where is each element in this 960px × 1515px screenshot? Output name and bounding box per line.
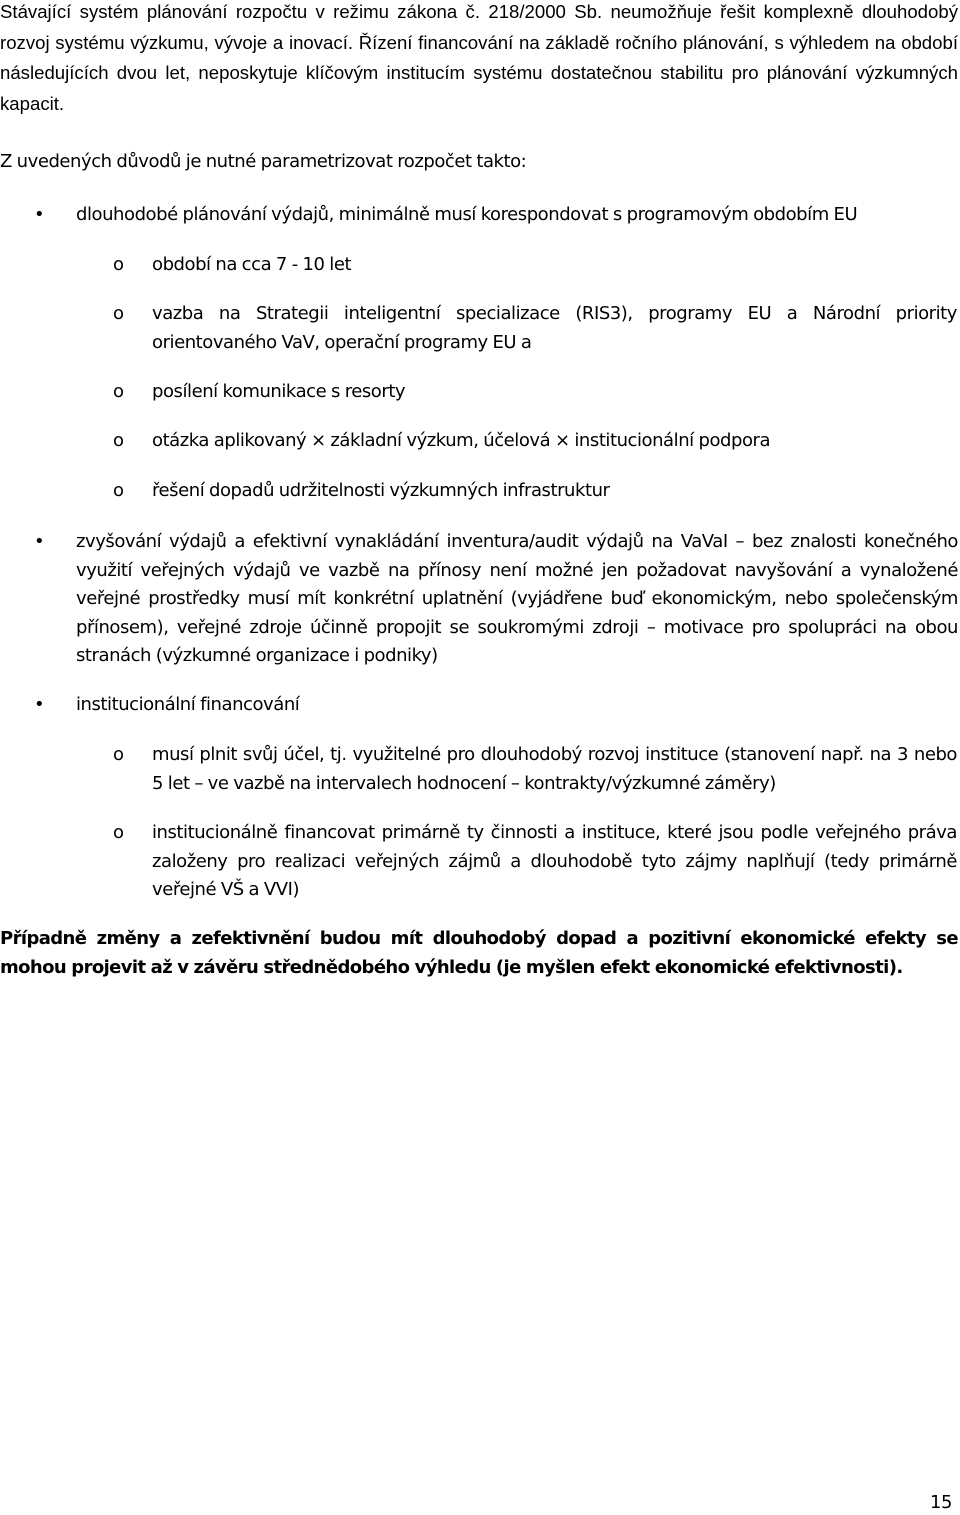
sub-list-item: vazba na Strategii inteligentní specializace (RIS3), programy EU a Národní priority orientovaného VaV, operační programy EU a [152, 303, 957, 353]
bullet-icon: • [34, 694, 45, 715]
page-number: 15 [930, 1492, 953, 1513]
bullet-icon: • [34, 531, 45, 552]
sub-bullet-icon: o [113, 480, 125, 501]
sub-bullet-icon: o [113, 822, 125, 843]
sub-bullet-icon: o [113, 430, 125, 451]
lead-sentence: Z uvedených důvodů je nutné parametrizovat rozpočet takto: [0, 151, 527, 172]
bullet-icon: • [34, 204, 45, 225]
list-item: dlouhodobé plánování výdajů, minimálně musí korespondovat s programovým obdobím EU [76, 204, 858, 225]
list-item: institucionální financování [76, 694, 300, 715]
sub-list-item: řešení dopadů udržitelnosti výzkumných infrastruktur [152, 480, 610, 501]
sub-bullet-icon: o [113, 744, 125, 765]
sub-bullet-icon: o [113, 381, 125, 402]
sub-bullet-icon: o [113, 303, 125, 324]
sub-list-item: musí plnit svůj účel, tj. využitelné pro dlouhodobý rozvoj instituce (stanovení např. na 3 nebo 5 let – ve vazbě na intervalech hodnocení – kontrakty/výzkumné záměry) [152, 744, 957, 794]
sub-list-item: posílení komunikace s resorty [152, 381, 406, 402]
intro-paragraph: Stávající systém plánování rozpočtu v režimu zákona č. 218/2000 Sb. neumožňuje řešit komplexně dlouhodobý rozvoj systému výzkumu, vývoje a inovací. Řízení financování na základě ročního plánování, s výhledem na období následujících dvou let, neposkytuje klíčovým institucím systému dostatečnou stabilitu pro plánování výzkumných kapacit. [0, 1, 958, 114]
conclusion-paragraph: Případně změny a zefektivnění budou mít dlouhodobý dopad a pozitivní ekonomické efekty se mohou projevit až v závěru střednědobého výhledu (je myšlen efekt ekonomické efektivnosti). [0, 928, 958, 978]
list-item: zvyšování výdajů a efektivní vynakládání inventura/audit výdajů na VaVaI – bez znalosti konečného využití veřejných výdajů ve vazbě na přínosy není možné jen požadovat navyšování a vynaložené veřejné prostředky musí mít konkrétní uplatnění (vyjádřene buď ekonomickým, nebo společenským přínosem), veřejné zdroje účinně propojit se soukromými zdroji – motivace pro spolupráci na obou stranách (výzkumné organizace i podniky) [76, 531, 958, 666]
sub-list-item: institucionálně financovat primárně ty činnosti a instituce, které jsou podle veřejného práva založeny pro realizaci veřejných zájmů a dlouhodobě tyto zájmy naplňují (tedy primárně veřejné VŠ a VVI) [152, 822, 957, 900]
sub-list-item: období na cca 7 - 10 let [152, 254, 352, 275]
sub-bullet-icon: o [113, 254, 125, 275]
sub-list-item: otázka aplikovaný × základní výzkum, účelová × institucionální podpora [152, 430, 771, 451]
